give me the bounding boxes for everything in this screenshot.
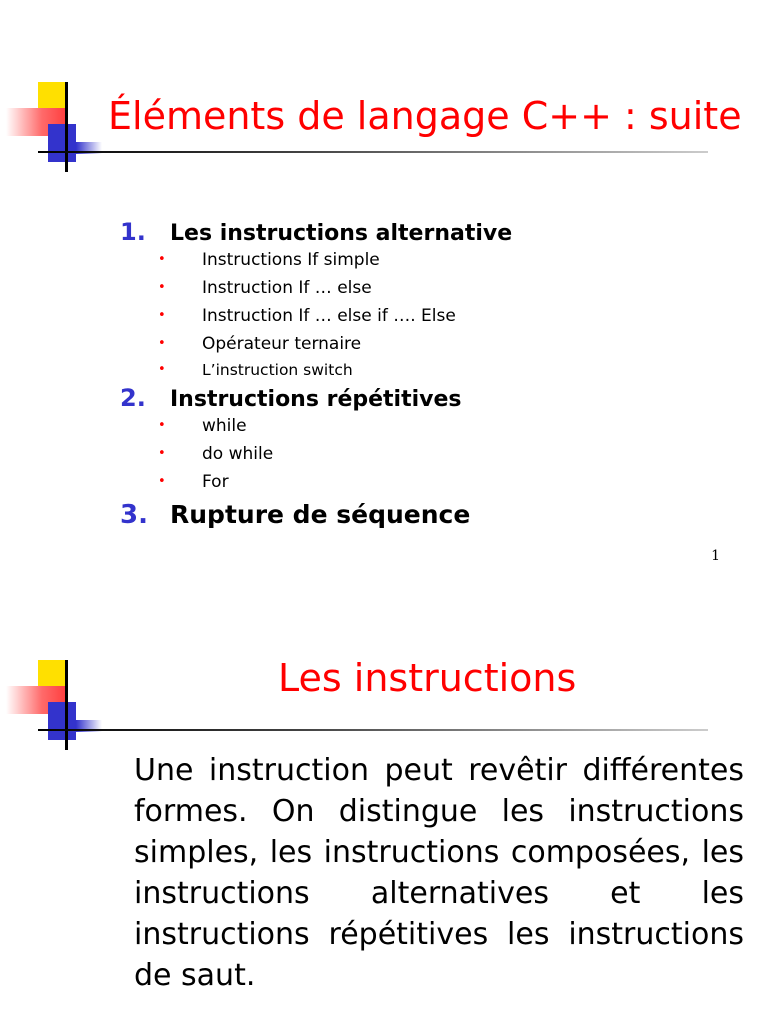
bullet-icon: • xyxy=(158,474,166,489)
sub-list-container xyxy=(120,246,512,382)
bullet-icon: • xyxy=(158,362,166,377)
sub-item xyxy=(120,440,512,468)
item-number: 1. xyxy=(120,218,146,246)
sub-list-container xyxy=(120,412,512,496)
item-label: Rupture de séquence xyxy=(170,500,471,529)
list-item-1 xyxy=(120,218,512,246)
numbered-list xyxy=(120,218,512,530)
sub-list xyxy=(120,246,512,382)
sub-item xyxy=(120,358,512,382)
sub-item-text: Instruction If … else if …. Else xyxy=(202,306,456,326)
logo-blue-square xyxy=(48,702,76,740)
bullet-icon: • xyxy=(158,252,166,267)
logo-blue-square xyxy=(48,124,76,162)
sub-item-text: do while xyxy=(202,444,274,464)
bullet-icon: • xyxy=(158,308,166,323)
item-number: 3. xyxy=(120,500,148,530)
slide-title: Les instructions xyxy=(278,656,577,700)
slide-2 xyxy=(0,640,768,1024)
bullet-icon: • xyxy=(158,336,166,351)
list-item-3 xyxy=(120,500,512,530)
page-number: 1 xyxy=(711,548,720,564)
item-label: Les instructions alternative xyxy=(170,221,513,246)
sub-item xyxy=(120,274,512,302)
slide-title: Éléments de langage C++ : suite xyxy=(108,94,742,138)
sub-item xyxy=(120,302,512,330)
sub-item-text: Instruction If … else xyxy=(202,278,372,298)
bullet-icon: • xyxy=(158,280,166,295)
body-paragraph: Une instruction peut revêtir différentes formes. On distingue les instructions simples, les instructions composées, les instructions alternatives et les instructions répétitives les instructions de saut. xyxy=(134,753,744,993)
sub-list xyxy=(120,412,512,496)
logo-vertical-line xyxy=(65,660,68,750)
sub-item-text: For xyxy=(202,472,229,492)
item-label: Instructions répétitives xyxy=(170,387,462,412)
sub-item-text: while xyxy=(202,416,247,436)
item-number: 2. xyxy=(120,384,146,412)
sub-item xyxy=(120,412,512,440)
bullet-icon: • xyxy=(158,418,166,433)
sub-item-text: Instructions If simple xyxy=(202,250,380,270)
sub-item xyxy=(120,246,512,274)
title-underline xyxy=(38,151,708,153)
sub-item xyxy=(120,330,512,358)
sub-item-text: L’instruction switch xyxy=(202,361,353,379)
bullet-icon: • xyxy=(158,446,166,461)
sub-item xyxy=(120,468,512,496)
list-item-2 xyxy=(120,384,512,412)
logo-vertical-line xyxy=(65,82,68,172)
title-underline xyxy=(38,729,708,731)
sub-item-text: Opérateur ternaire xyxy=(202,334,362,354)
